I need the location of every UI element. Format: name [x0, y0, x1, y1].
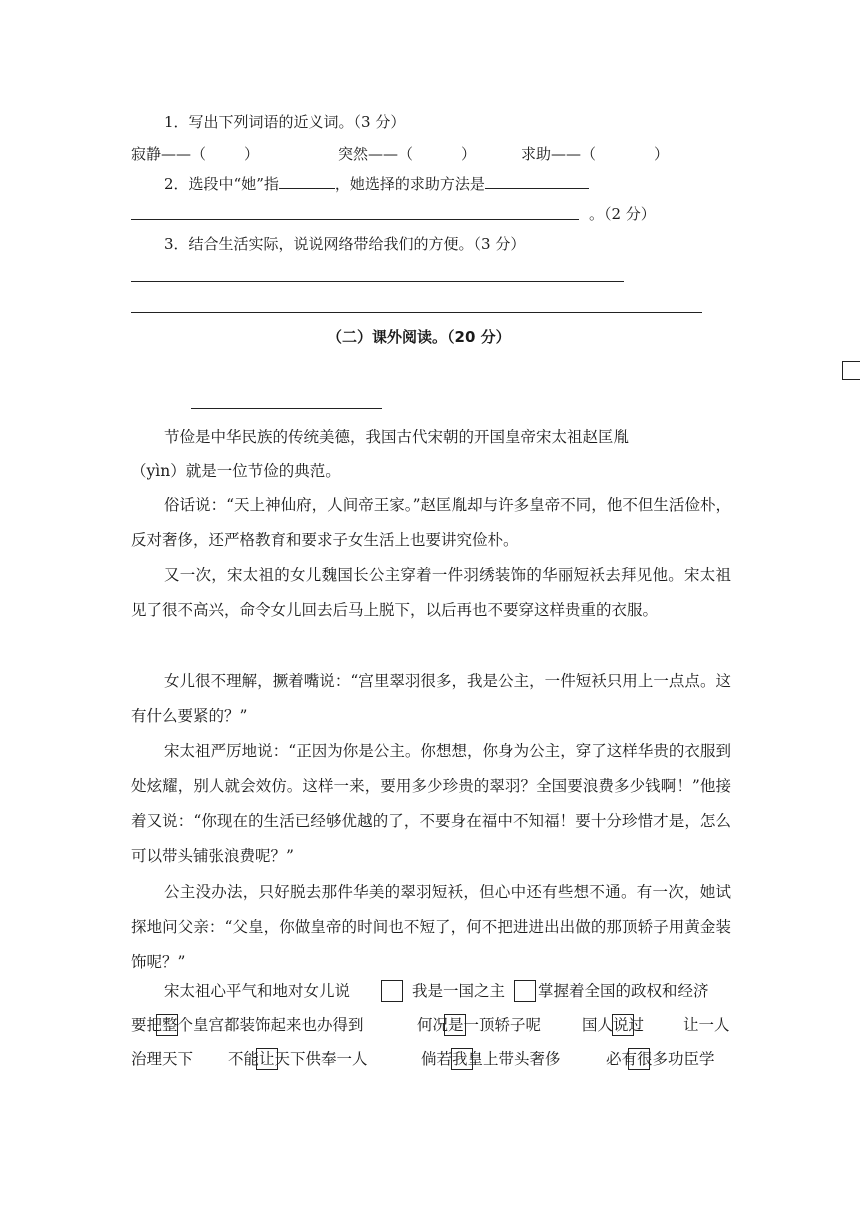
- question-3: 3．结合生活实际，说说网络带给我们的方便。（3 分）: [164, 235, 526, 253]
- passage-p7-line1c: 掌握着全国的政权和经济: [538, 982, 709, 1000]
- answer-line-q3-1[interactable]: [131, 281, 624, 282]
- punctuation-box-1[interactable]: [381, 980, 403, 1002]
- synonym-word-3: 求助——（: [521, 145, 597, 163]
- synonym-word-1: 寂静——（: [131, 145, 207, 163]
- punctuation-box-3[interactable]: [156, 1014, 178, 1036]
- answer-blank-method[interactable]: [485, 174, 589, 189]
- passage-p7-line3a: 治理天下: [131, 1050, 194, 1068]
- punctuation-box-7[interactable]: [451, 1048, 473, 1070]
- synonym-word-2: 突然——（: [338, 145, 414, 163]
- passage-p7-line1a: 宋太祖心平气和地对女儿说: [164, 982, 351, 1000]
- passage-p7-line1b: 我是一国之主: [412, 982, 506, 1000]
- passage-p7-line3b: 不能让天下供奉一人: [228, 1050, 368, 1068]
- passage-paragraph-1a: 节俭是中华民族的传统美德，我国古代宋朝的开国皇帝宋太祖赵匡胤: [164, 428, 630, 446]
- answer-blank-her[interactable]: [279, 174, 335, 189]
- answer-line-q2[interactable]: [131, 219, 579, 220]
- question-2-part1: 2．选段中“她”指: [164, 175, 279, 193]
- synonym-item-2: [338, 144, 476, 164]
- question-2: [164, 174, 589, 194]
- passage-paragraph-2: 俗话说：“天上神仙府，人间帝王家。”赵匡胤却与许多皇帝不同，他不但生活俭朴，反对奢侈，还严格教育和要求子女生活上也要讲究俭朴。: [131, 496, 731, 549]
- question-2-part2: ，她选择的求助方法是: [334, 175, 485, 193]
- passage-p7-line3c: 倘若我皇上带头奢侈: [421, 1050, 561, 1068]
- passage-p7-line2b: 何况是一顶轿子呢: [417, 1016, 542, 1034]
- passage-p7-line3d: 必有很多功臣学: [606, 1050, 715, 1068]
- punctuation-box-4[interactable]: [444, 1014, 466, 1036]
- passage-p7-line2c: 国人说过: [582, 1016, 645, 1034]
- passage-title-blank[interactable]: [191, 408, 382, 409]
- punctuation-box-8[interactable]: [628, 1048, 650, 1070]
- synonym-close-2: ）: [461, 145, 477, 163]
- margin-box: [842, 361, 860, 380]
- passage-p7-line2d: 让一人: [683, 1016, 730, 1034]
- answer-line-q3-2[interactable]: [131, 312, 702, 313]
- question-1: 1．写出下列词语的近义词。（3 分）: [164, 113, 406, 131]
- passage-paragraph-5: 宋太祖严厉地说：“正因为你是公主。你想想，你身为公主，穿了这样华贵的衣服到处炫耀，别人就会效仿。这样一来，要用多少珍贵的翠羽？全国要浪费多少钱啊！”他接着又说：“你现在的生活已经够优越的了，不要身在福中不知福！要十分珍惜才是，怎么可以带头铺张浪费呢？”: [131, 742, 731, 865]
- synonym-close-1: ）: [244, 145, 260, 163]
- passage-p7-line2a: 要把整个皇宫都装饰起来也办得到: [131, 1016, 364, 1034]
- passage-paragraph-4: 女儿很不理解，撅着嘴说：“宫里翠羽很多，我是公主，一件短袄只用上一点点。这有什么要紧的？”: [131, 672, 731, 725]
- synonym-item-1: [131, 144, 259, 164]
- synonym-item-3: [521, 144, 669, 164]
- question-2-score: 。（2 分）: [589, 205, 656, 223]
- synonym-close-3: ）: [654, 145, 670, 163]
- punctuation-box-6[interactable]: [256, 1048, 278, 1070]
- section-title-extracurricular-reading: （二）课外阅读。（20 分）: [327, 328, 511, 346]
- passage-paragraph-3: 又一次，宋太祖的女儿魏国长公主穿着一件羽绣装饰的华丽短袄去拜见他。宋太祖见了很不高兴，命令女儿回去后马上脱下，以后再也不要穿这样贵重的衣服。: [131, 566, 731, 619]
- punctuation-box-5[interactable]: [612, 1014, 634, 1036]
- passage-paragraph-6: 公主没办法，只好脱去那件华美的翠羽短袄，但心中还有些想不通。有一次，她试探地问父亲：“父皇，你做皇帝的时间也不短了，何不把进进出出做的那顶轿子用黄金装饰呢？”: [131, 883, 731, 971]
- passage-paragraph-1b: （yìn）就是一位节俭的典范。: [131, 462, 341, 480]
- punctuation-box-2[interactable]: [514, 980, 536, 1002]
